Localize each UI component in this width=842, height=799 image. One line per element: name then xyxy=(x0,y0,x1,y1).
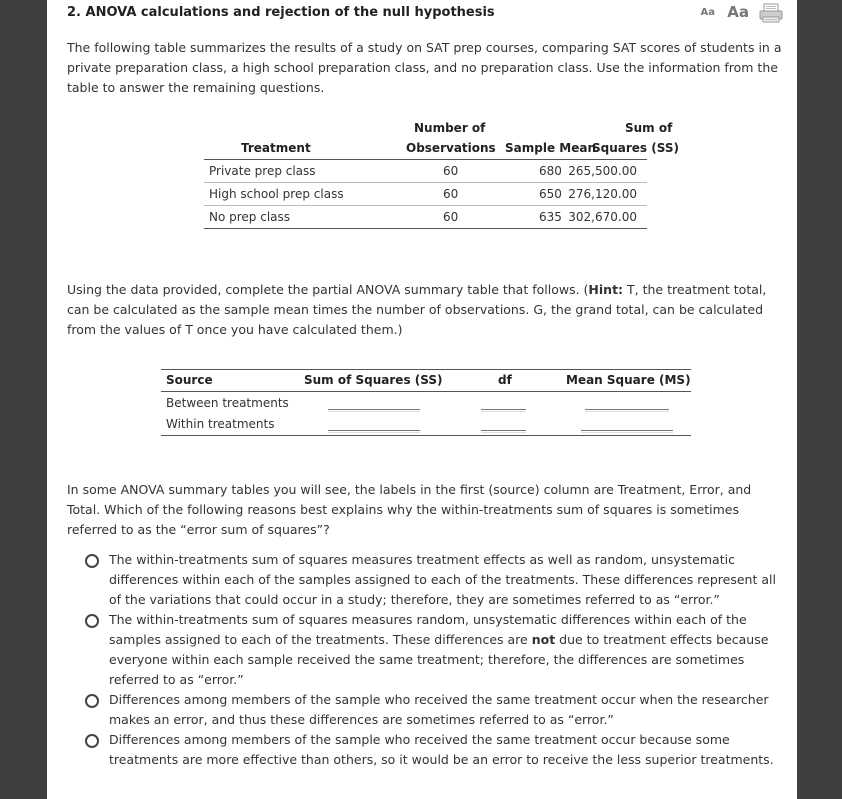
ms-header: Mean Square (MS) xyxy=(566,373,691,387)
row-rule xyxy=(204,205,647,206)
instructions-after-hint: T, the treatment total, can be calculated as the sample mean times the number of observations. G, the grand total, can be calculated from the values of T once you have calculated them.) xyxy=(67,282,767,337)
mean-header: Sample Mean xyxy=(505,141,596,155)
option-3-text: Differences among members of the sample who received the same treatment occur when the researcher makes an error, and thus these differences are sometimes referred to as “error.” xyxy=(109,692,769,727)
row3-ss: 302,670.00 xyxy=(568,210,637,224)
row1-n: 60 xyxy=(443,164,459,178)
decrease-font-button[interactable]: Aa xyxy=(700,7,715,18)
within-ss-input[interactable] xyxy=(328,430,420,431)
row3-mean: 635 xyxy=(539,210,562,224)
radio-button[interactable] xyxy=(85,734,99,748)
radio-button[interactable] xyxy=(85,694,99,708)
anova-header-rule xyxy=(161,391,691,392)
option-2-text-before: The within-treatments sum of squares measures random, unsystematic differences within each of the samples assigned to each of the treatments. These differences are xyxy=(109,612,747,647)
row2-treatment: High school prep class xyxy=(209,187,344,201)
obs-header-line1: Number of xyxy=(414,121,486,135)
ss-header: Sum of Squares (SS) xyxy=(304,373,443,387)
row2-ss: 276,120.00 xyxy=(568,187,637,201)
intro-paragraph: The following table summarizes the results of a study on SAT prep courses, comparing SAT scores of students in a private preparation class, a high school preparation class, and no preparation class. Use the information from the table to answer the remaining questions. xyxy=(67,40,782,95)
row3-n: 60 xyxy=(443,210,459,224)
anova-top-rule xyxy=(161,369,691,370)
row1-ss: 265,500.00 xyxy=(568,164,637,178)
table-bottom-rule xyxy=(204,228,647,229)
radio-button[interactable] xyxy=(85,614,99,628)
row3-treatment: No prep class xyxy=(209,210,291,224)
printer-icon[interactable] xyxy=(759,3,783,23)
between-treatments-label: Between treatments xyxy=(166,396,289,410)
df-header: df xyxy=(498,373,512,387)
within-ms-input[interactable] xyxy=(581,430,673,431)
row-rule xyxy=(204,182,647,183)
obs-header-line2: Observations xyxy=(406,141,496,155)
question-title: 2. ANOVA calculations and rejection of the null hypothesis xyxy=(67,5,495,20)
row1-mean: 680 xyxy=(539,164,562,178)
anova-bottom-rule xyxy=(161,435,691,436)
option-2-text xyxy=(109,610,781,690)
question-paragraph: In some ANOVA summary tables you will see, the labels in the first (source) column are Treatment, Error, and Total. Which of the following reasons best explains why the within-treatments sum of squares is sometimes referred to as the “error sum of squares”? xyxy=(67,482,752,537)
increase-font-button[interactable]: Aa xyxy=(727,3,749,21)
header-rule xyxy=(204,159,647,160)
option-1-text: The within-treatments sum of squares measures treatment effects as well as random, unsystematic differences within each of the samples assigned to each of the treatments. These differences represent all of the variations that could occur in a study; therefore, they are sometimes referred to as “error.” xyxy=(109,552,776,607)
ss-header-line1: Sum of xyxy=(625,121,673,135)
within-treatments-label: Within treatments xyxy=(166,417,275,431)
within-df-input[interactable] xyxy=(481,430,526,431)
source-header: Source xyxy=(166,373,213,387)
row1-treatment: Private prep class xyxy=(209,164,316,178)
question-panel xyxy=(47,0,797,799)
row2-n: 60 xyxy=(443,187,459,201)
question-header xyxy=(67,5,783,23)
between-ss-input[interactable] xyxy=(328,409,420,410)
radio-button[interactable] xyxy=(85,554,99,568)
instructions-paragraph xyxy=(67,280,783,340)
hint-label: Hint: xyxy=(588,282,624,297)
between-ms-input[interactable] xyxy=(585,409,669,410)
instructions-before-hint: Using the data provided, complete the partial ANOVA summary table that follows. ( xyxy=(67,282,589,297)
option-4-text: Differences among members of the sample who received the same treatment occur because some treatments are more effective than others, so it would be an error to receive the less superior treatments. xyxy=(109,732,774,767)
option-2-text-after: due to treatment effects because everyone within each sample received the same treatment; therefore, the differences are sometimes referred to as “error.” xyxy=(109,632,769,687)
between-df-input[interactable] xyxy=(481,409,526,410)
option-2-bold: not xyxy=(531,632,556,647)
ss-header-line2: Squares (SS) xyxy=(592,141,679,155)
row2-mean: 650 xyxy=(539,187,562,201)
treatment-header: Treatment xyxy=(241,141,311,155)
